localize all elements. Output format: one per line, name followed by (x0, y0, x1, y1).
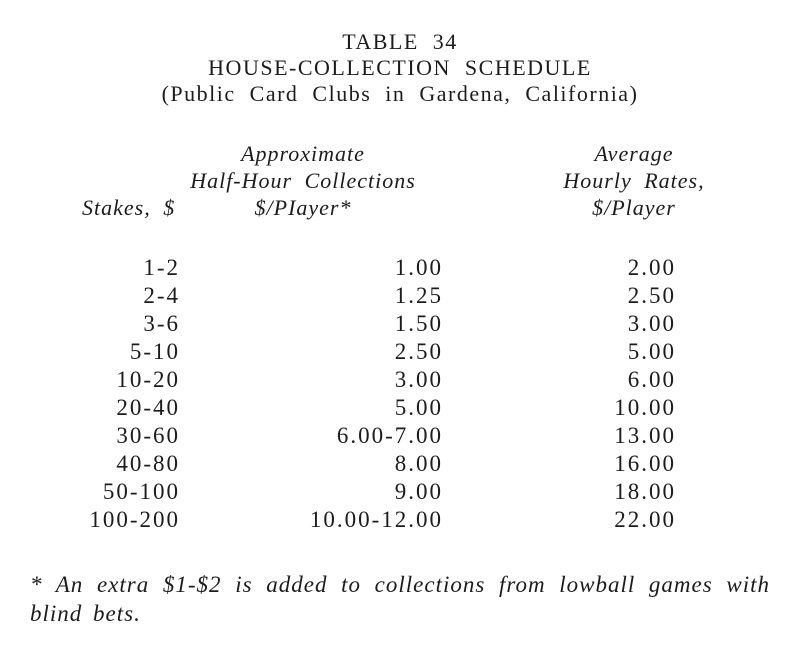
half-hour-collection-value: 5.00 (394, 395, 443, 420)
stakes-value: 30-60 (116, 423, 180, 448)
footnote (30, 570, 770, 628)
table-name: HOUSE-COLLECTION SCHEDULE (208, 55, 592, 80)
stakes-value: 3-6 (143, 311, 180, 336)
half-hour-collection-value: 1.25 (394, 283, 443, 308)
table-row (0, 506, 800, 534)
column-header-line: Average (594, 141, 674, 166)
table-row (0, 366, 800, 394)
column-header-line: $/PIayer* (254, 195, 352, 220)
stakes-value: 5-10 (129, 339, 180, 364)
stakes-value: 20-40 (116, 395, 180, 420)
hourly-rate-value: 2.00 (627, 255, 676, 280)
table-row (0, 450, 800, 478)
half-hour-collection-value: 6.00-7.00 (336, 423, 443, 448)
half-hour-collection-value: 3.00 (394, 367, 443, 392)
hourly-rate-value: 16.00 (614, 451, 676, 476)
half-hour-collection-value: 10.00-12.00 (309, 507, 443, 532)
half-hour-collection-value: 8.00 (394, 451, 443, 476)
hourly-rate-value: 13.00 (614, 423, 676, 448)
half-hour-collection-value: 2.50 (394, 339, 443, 364)
column-header-half-hour-collections (175, 140, 431, 221)
table-subtitle: (Public Card Clubs in Gardena, California) (161, 81, 639, 106)
stakes-value: 1-2 (143, 255, 180, 280)
footnote-line: * An extra $1-$2 is added to collections from lowball games with (30, 572, 770, 597)
table-row (0, 338, 800, 366)
stakes-value: 40-80 (116, 451, 180, 476)
table-row (0, 254, 800, 282)
half-hour-collection-value: 1.50 (394, 311, 443, 336)
column-header-hourly-rates (520, 140, 748, 221)
column-header-line: Hourly Rates, (563, 168, 705, 193)
table-row (0, 422, 800, 450)
stakes-value: 100-200 (89, 507, 180, 532)
stakes-value: 50-100 (102, 479, 180, 504)
table-row (0, 478, 800, 506)
hourly-rate-value: 3.00 (627, 311, 676, 336)
column-header-line: $/Player (592, 195, 676, 220)
stakes-value: 2-4 (143, 283, 180, 308)
half-hour-collection-value: 1.00 (394, 255, 443, 280)
column-header-line: Approximate (241, 141, 365, 166)
hourly-rate-value: 6.00 (627, 367, 676, 392)
footnote-line: blind bets. (30, 601, 141, 626)
hourly-rate-value: 18.00 (614, 479, 676, 504)
hourly-rate-value: 2.50 (627, 283, 676, 308)
hourly-rate-value: 10.00 (614, 395, 676, 420)
stakes-value: 10-20 (116, 367, 180, 392)
column-header-stakes: Stakes, $ (82, 195, 176, 220)
table-row (0, 394, 800, 422)
table-title-block (0, 29, 800, 107)
hourly-rate-value: 22.00 (614, 507, 676, 532)
table-number: TABLE 34 (342, 29, 458, 54)
table-row (0, 282, 800, 310)
table-row (0, 310, 800, 338)
hourly-rate-value: 5.00 (627, 339, 676, 364)
column-header-line: Half-Hour Collections (190, 168, 416, 193)
half-hour-collection-value: 9.00 (394, 479, 443, 504)
